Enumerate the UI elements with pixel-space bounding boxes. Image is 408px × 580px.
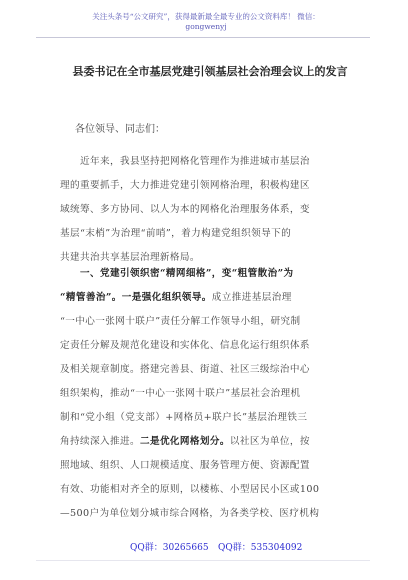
- para1-line: 共建共治共享基层治理新格局。: [60, 252, 200, 263]
- paragraph-section-one: [60, 262, 342, 526]
- para2-line: 组织架构，推动“一中心一张网十联户”基层社会治理机: [60, 388, 301, 399]
- para1-line: 理的重要抓手，大力推进党建引领网格治理，积极构建区: [60, 180, 310, 191]
- greeting: 各位领导、同志们：: [75, 124, 165, 135]
- header-line-1: 关注头条号“公文研究”，获得最新最全最专业的公文资料库！ 微信：gongwenyj: [92, 12, 320, 31]
- subheading-bold: “精管善治”。一是强化组织领导。: [60, 292, 212, 303]
- page-footer: [0, 541, 408, 557]
- header-divider: [36, 37, 370, 38]
- page-header-note: [76, 12, 336, 32]
- para1-line: 域统筹、多方协同、以人为本的网格化治理服务体系，变: [60, 204, 310, 215]
- paragraph-intro: [60, 150, 342, 270]
- para1-line: 近年来，我县坚持把网格化管理作为推进城市基层治: [80, 156, 310, 167]
- document-title: 县委书记在全市基层党建引领基层社会治理会议上的发言: [72, 65, 348, 78]
- qq-group-1: QQ群：30265665: [130, 543, 209, 553]
- subheading-bold: 二是优化网格划分。: [139, 436, 230, 447]
- para2-line: [60, 286, 342, 310]
- para2-line: 及相关规章制度。搭建完善县、街道、社区三级综治中心: [60, 364, 310, 375]
- para2-line: “一中心一张网十联户”责任分解工作领导小组，研究制: [60, 316, 301, 327]
- footer-divider: [36, 560, 370, 561]
- para2-text: 以社区为单位，按: [229, 436, 310, 447]
- para2-line: 照地域、组织、人口规模适度、服务管理方便、资源配置: [60, 460, 310, 471]
- para2-line: 有效、功能相对齐全的原则，以楼栋、小型居民小区或100: [60, 484, 320, 495]
- section-heading: 一、党建引领织密“精网细格”，变“粗管散治”为: [80, 268, 294, 279]
- para2-line: —500户为单位划分城市综合网格，为各类学校、医疗机构: [60, 508, 320, 519]
- qq-group-2: QQ群：535304092: [218, 543, 303, 553]
- para2-text: 成立推进基层治理: [211, 292, 292, 303]
- para2-line: [60, 430, 342, 454]
- para2-line: 定责任分解及规范化建设和实体化、信息化运行组织体系: [60, 340, 310, 351]
- para1-line: 基层“末梢”为治理“前哨”，着力构建党组织领导下的: [60, 228, 292, 239]
- para2-line: 制和“党小组（党支部）+网格员+联户长”基层治理铁三: [60, 412, 308, 423]
- para2-text: 角持续深入推进。: [60, 436, 140, 447]
